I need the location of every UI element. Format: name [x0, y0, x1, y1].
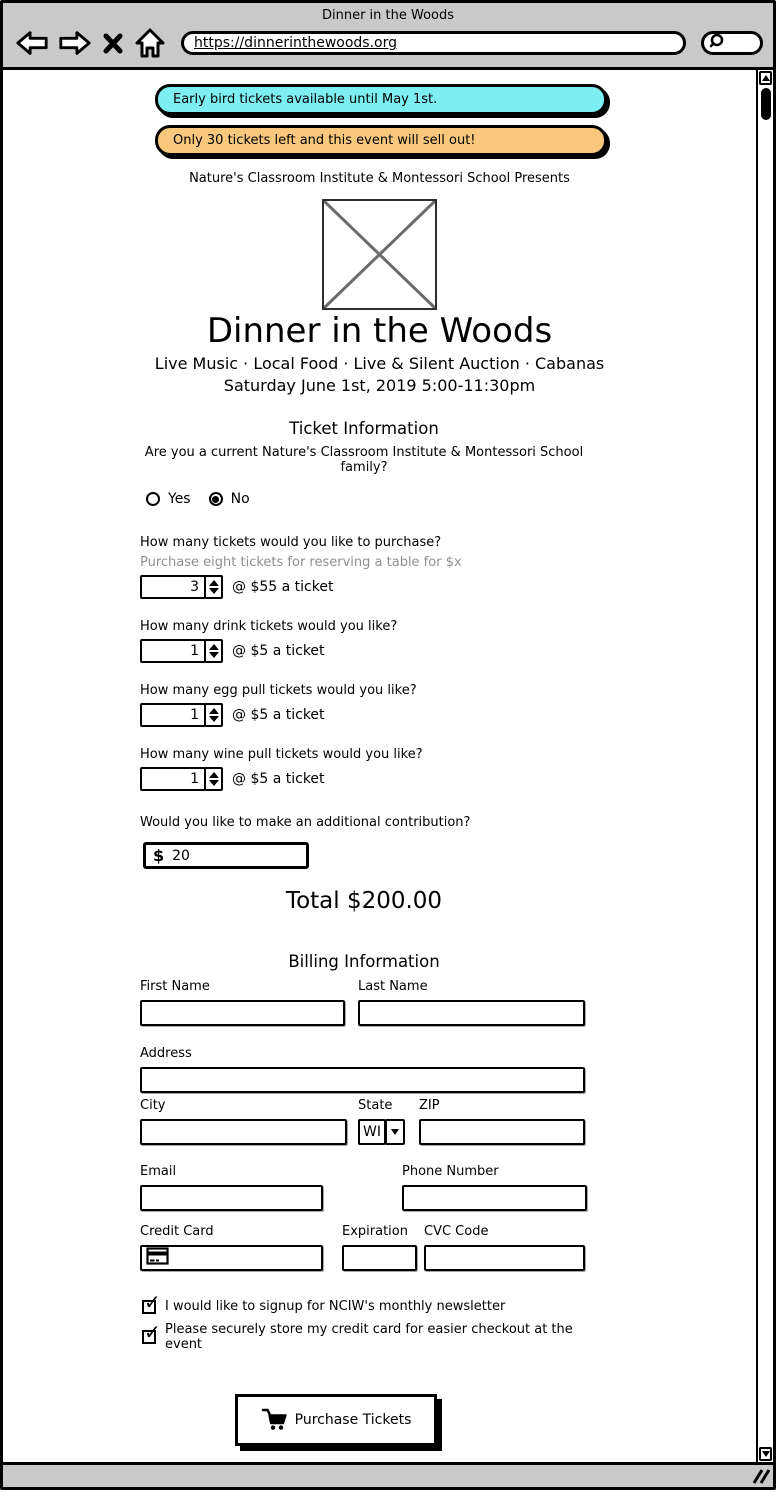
store-card-checkbox-label[interactable]: Please securely store my credit card for easier checkout at the event [165, 1322, 573, 1353]
radio-yes[interactable] [146, 492, 160, 506]
status-bar [3, 1462, 773, 1487]
store-card-checkbox[interactable] [142, 1320, 161, 1345]
last-name-field[interactable] [358, 1000, 585, 1026]
credit-card-icon [146, 1247, 169, 1269]
resize-grip-icon[interactable] [750, 1467, 770, 1489]
early-bird-banner-text: Early bird tickets available until May 1st. [173, 92, 438, 107]
currency-symbol: $ [153, 846, 165, 866]
address-row [140, 1046, 588, 1093]
consent-checkboxes [142, 1289, 588, 1353]
stepper-up-down-icon[interactable] [204, 703, 223, 727]
egg-pull-question: How many egg pull tickets would you like? [140, 683, 417, 699]
billing-information-heading: Billing Information [288, 952, 440, 972]
newsletter-checkbox-row [142, 1289, 588, 1315]
contribution-value[interactable]: 20 [172, 847, 190, 864]
scrollbar-thumb[interactable] [761, 88, 771, 120]
state-label: State [358, 1098, 393, 1114]
forward-arrow-icon[interactable] [58, 28, 92, 58]
expiration-label: Expiration [342, 1224, 408, 1240]
search-magnifier-icon [707, 32, 727, 54]
zip-field[interactable] [419, 1119, 585, 1145]
window-title: Dinner in the Woods [321, 7, 455, 23]
scroll-up-arrow-icon[interactable] [759, 71, 772, 85]
form-column [140, 419, 588, 1446]
state-value[interactable]: WI [358, 1119, 386, 1145]
event-features: Live Music · Local Food · Live & Silent Auction · Cabanas [154, 354, 605, 374]
tickets-left-banner [155, 125, 607, 156]
email-label: Email [140, 1164, 177, 1180]
tickets-quantity-stepper[interactable] [140, 575, 223, 599]
family-question: Are you a current Nature's Classroom Institute & Montessori School family? [144, 445, 584, 476]
purchase-tickets-label: Purchase Tickets [294, 1412, 412, 1429]
name-row [140, 979, 588, 1026]
back-arrow-icon[interactable] [15, 28, 49, 58]
city-field[interactable] [140, 1119, 347, 1145]
presents-line: Nature's Classroom Institute & Montessori School Presents [189, 171, 570, 186]
checkmark-icon: ✓ [144, 1320, 161, 1345]
scroll-down-arrow-icon[interactable] [759, 1447, 772, 1461]
first-name-label: First Name [140, 979, 210, 995]
tickets-price-label: @ $55 a ticket [232, 579, 334, 596]
drink-stepper-row [140, 639, 588, 663]
email-phone-row [140, 1164, 588, 1211]
tickets-stepper-row [140, 575, 588, 599]
cvc-code-field[interactable] [424, 1245, 585, 1271]
stepper-up-down-icon[interactable] [204, 767, 223, 791]
last-name-label: Last Name [358, 979, 428, 995]
egg-pull-quantity-value[interactable]: 1 [140, 703, 206, 727]
credit-card-label: Credit Card [140, 1224, 214, 1240]
cvc-code-label: CVC Code [424, 1224, 489, 1240]
egg-pull-quantity-stepper[interactable] [140, 703, 223, 727]
drink-quantity-value[interactable]: 1 [140, 639, 206, 663]
wine-pull-quantity-value[interactable]: 1 [140, 767, 206, 791]
table-reserve-hint: Purchase eight tickets for reserving a table for $x [140, 555, 462, 571]
page-main [3, 70, 756, 1462]
search-input[interactable] [701, 31, 763, 55]
card-row [140, 1224, 588, 1271]
dropdown-arrow-icon[interactable] [385, 1119, 405, 1145]
expiration-field[interactable] [342, 1245, 417, 1271]
vertical-scrollbar[interactable] [756, 70, 773, 1462]
page-content [3, 70, 773, 1462]
drink-price-label: @ $5 a ticket [232, 643, 325, 660]
drink-question: How many drink tickets would you like? [140, 619, 398, 635]
browser-toolbar [3, 27, 773, 70]
family-radio-group [146, 491, 588, 507]
wine-pull-quantity-stepper[interactable] [140, 767, 223, 791]
drink-quantity-stepper[interactable] [140, 639, 223, 663]
wine-pull-stepper-row [140, 767, 588, 791]
tickets-left-banner-text: Only 30 tickets left and this event will sell out! [173, 133, 476, 148]
egg-pull-stepper-row [140, 703, 588, 727]
tickets-question: How many tickets would you like to purchase? [140, 535, 442, 551]
early-bird-banner [155, 84, 607, 115]
window-titlebar [3, 3, 773, 27]
address-label: Address [140, 1046, 192, 1062]
order-total: Total $200.00 [285, 888, 443, 915]
event-datetime: Saturday June 1st, 2019 5:00-11:30pm [223, 376, 536, 396]
home-icon[interactable] [134, 27, 166, 59]
radio-selected-dot [212, 496, 219, 503]
credit-card-field[interactable] [140, 1245, 323, 1271]
state-dropdown[interactable] [358, 1119, 405, 1145]
close-x-icon[interactable] [101, 30, 125, 56]
ticket-information-heading: Ticket Information [289, 419, 439, 439]
url-text: https://dinnerinthewoods.org [194, 35, 397, 51]
email-field[interactable] [140, 1185, 323, 1211]
contribution-question: Would you like to make an additional contribution? [140, 815, 471, 831]
contribution-field[interactable] [143, 842, 309, 869]
phone-number-field[interactable] [402, 1185, 587, 1211]
newsletter-checkbox[interactable] [142, 1289, 161, 1314]
city-label: City [140, 1098, 166, 1114]
egg-pull-price-label: @ $5 a ticket [232, 707, 325, 724]
city-state-zip-row [140, 1098, 588, 1145]
url-bar[interactable] [181, 31, 686, 55]
radio-no-label[interactable]: No [230, 491, 250, 508]
wine-pull-question: How many wine pull tickets would you like? [140, 747, 423, 763]
first-name-field[interactable] [140, 1000, 345, 1026]
image-placeholder-x-icon [322, 199, 437, 310]
store-card-checkbox-row [142, 1322, 588, 1352]
newsletter-checkbox-label[interactable]: I would like to signup for NCIW's monthly newsletter [165, 1299, 506, 1315]
address-field[interactable] [140, 1067, 585, 1093]
shopping-cart-icon [261, 1406, 287, 1435]
stepper-up-down-icon[interactable] [204, 575, 223, 599]
page-title: Dinner in the Woods [206, 311, 553, 351]
stepper-up-down-icon[interactable] [204, 639, 223, 663]
zip-label: ZIP [419, 1098, 440, 1114]
radio-yes-label[interactable]: Yes [168, 491, 191, 508]
radio-no[interactable] [209, 492, 223, 506]
checkmark-icon: ✓ [144, 1289, 161, 1314]
phone-number-label: Phone Number [402, 1164, 499, 1180]
wine-pull-price-label: @ $5 a ticket [232, 771, 325, 788]
tickets-quantity-value[interactable]: 3 [140, 575, 206, 599]
purchase-tickets-button[interactable] [235, 1394, 437, 1446]
